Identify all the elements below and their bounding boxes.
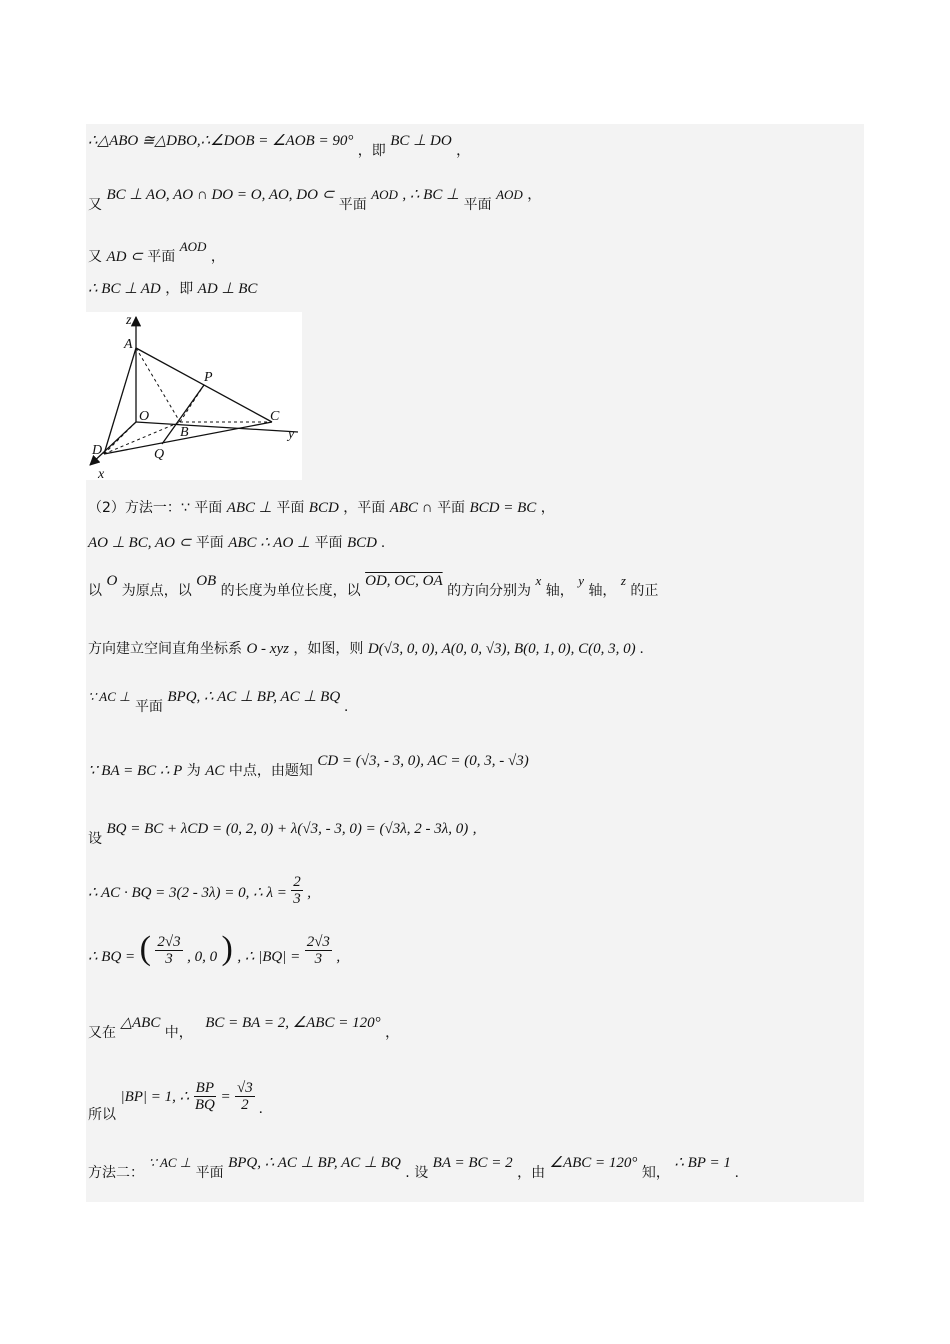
label-Q: Q [154, 447, 165, 462]
proof-line-3: 又 AD ⊂ 平面 AOD ， [88, 239, 225, 265]
fraction-two-thirds: $\frac{2}{3}$ [293, 874, 301, 907]
proof-line-7: 以 O 为原点，以 OB 的长度为单位长度，以 OD, OC, OA 的方向分别为 x 轴， y 轴， z 的正 [88, 573, 659, 599]
proof-line-2: 又 BC ⊥ AO, AO ∩ DO = O, AO, DO ⊂ 平面 AOD , ∴ BC ⊥ 平面 AOD ， [88, 187, 542, 213]
label-z: z [126, 313, 132, 328]
proof-line-15: 所以 |BP| = 1, ∴ $\frac{BP}{BQ}$ = $\frac{√3}{2}$ . [88, 1080, 263, 1123]
proof-line-4: ∴ BC ⊥ AD ，即 AD ⊥ BC [88, 281, 258, 297]
edge-AD [104, 348, 136, 454]
proof-line-8: 方向建立空间直角坐标系 O - xyz ，如图，则 D(√3, 0, 0), A(0, 0, √3), B(0, 1, 0), C(0, 3, 0) . [88, 641, 644, 657]
label-P: P [204, 370, 213, 385]
label-O: O [139, 409, 150, 424]
segment-BP [180, 385, 204, 422]
proof-line-1: ∴△ABO ≅△DBO,∴∠DOB = ∠AOB = 90° ，即 BC ⊥ DO ， [88, 133, 471, 159]
fraction-2sqrt3-over-3-b: $\frac{2√3}{3}$ [306, 934, 330, 967]
proof-line-12: ∴ AC · BQ = 3(2 - 3λ) = 0, ∴ λ = $\frac{2}{3}$ , [88, 874, 311, 907]
label-B: B [180, 425, 189, 440]
fraction-2sqrt3-over-3: $\frac{2√3}{3}$ [157, 934, 181, 967]
label-x: x [98, 467, 105, 480]
coordinate-figure [86, 312, 302, 480]
proof-line-13: ∴ BQ = ( $\frac{2√3}{3}$ , 0, 0 ) , ∴ |BQ| = $\frac{2√3}{3}$ , [88, 929, 341, 967]
document-page [86, 124, 864, 1202]
proof-line-14: 又在 △ABC 中， BC = BA = 2, ∠ABC = 120° ， [88, 1015, 400, 1041]
proof-line-5: （2）方法一：∵ 平面 ABC ⊥ 平面 BCD ，平面 ABC ∩ 平面 BCD = BC ， [88, 500, 555, 516]
label-D: D [92, 443, 103, 458]
proof-line-16: 方法二： ∵ AC ⊥ 平面 BPQ, ∴ AC ⊥ BP, AC ⊥ BQ . 设 BA = BC = 2 ，由 ∠ABC = 120° 知， ∴ BP = 1 . [88, 1155, 740, 1181]
label-C: C [270, 409, 280, 424]
fraction-BP-over-BQ: $\frac{BP}{BQ}$ [194, 1080, 215, 1113]
proof-line-6: AO ⊥ BC, AO ⊂ 平面 ABC ∴ AO ⊥ 平面 BCD . [88, 535, 386, 551]
proof-line-11: 设 BQ = BC + λCD = (0, 2, 0) + λ(√3, - 3, 0) = (√3λ, 2 - 3λ, 0) , [88, 821, 477, 847]
fraction-sqrt3-over-2: $\frac{√3}{2}$ [237, 1080, 253, 1113]
proof-line-9: ∵ AC ⊥ 平面 BPQ, ∴ AC ⊥ BP, AC ⊥ BQ . [88, 689, 349, 715]
proof-line-10: ∵ BA = BC ∴ P 为 AC 中点，由题知 CD = (√3, - 3, 0), AC = (0, 3, - √3) [88, 753, 529, 779]
edge-DB [104, 422, 180, 454]
tetrahedron-diagram [86, 312, 302, 480]
label-y: y [288, 427, 295, 442]
label-A: A [124, 337, 133, 352]
